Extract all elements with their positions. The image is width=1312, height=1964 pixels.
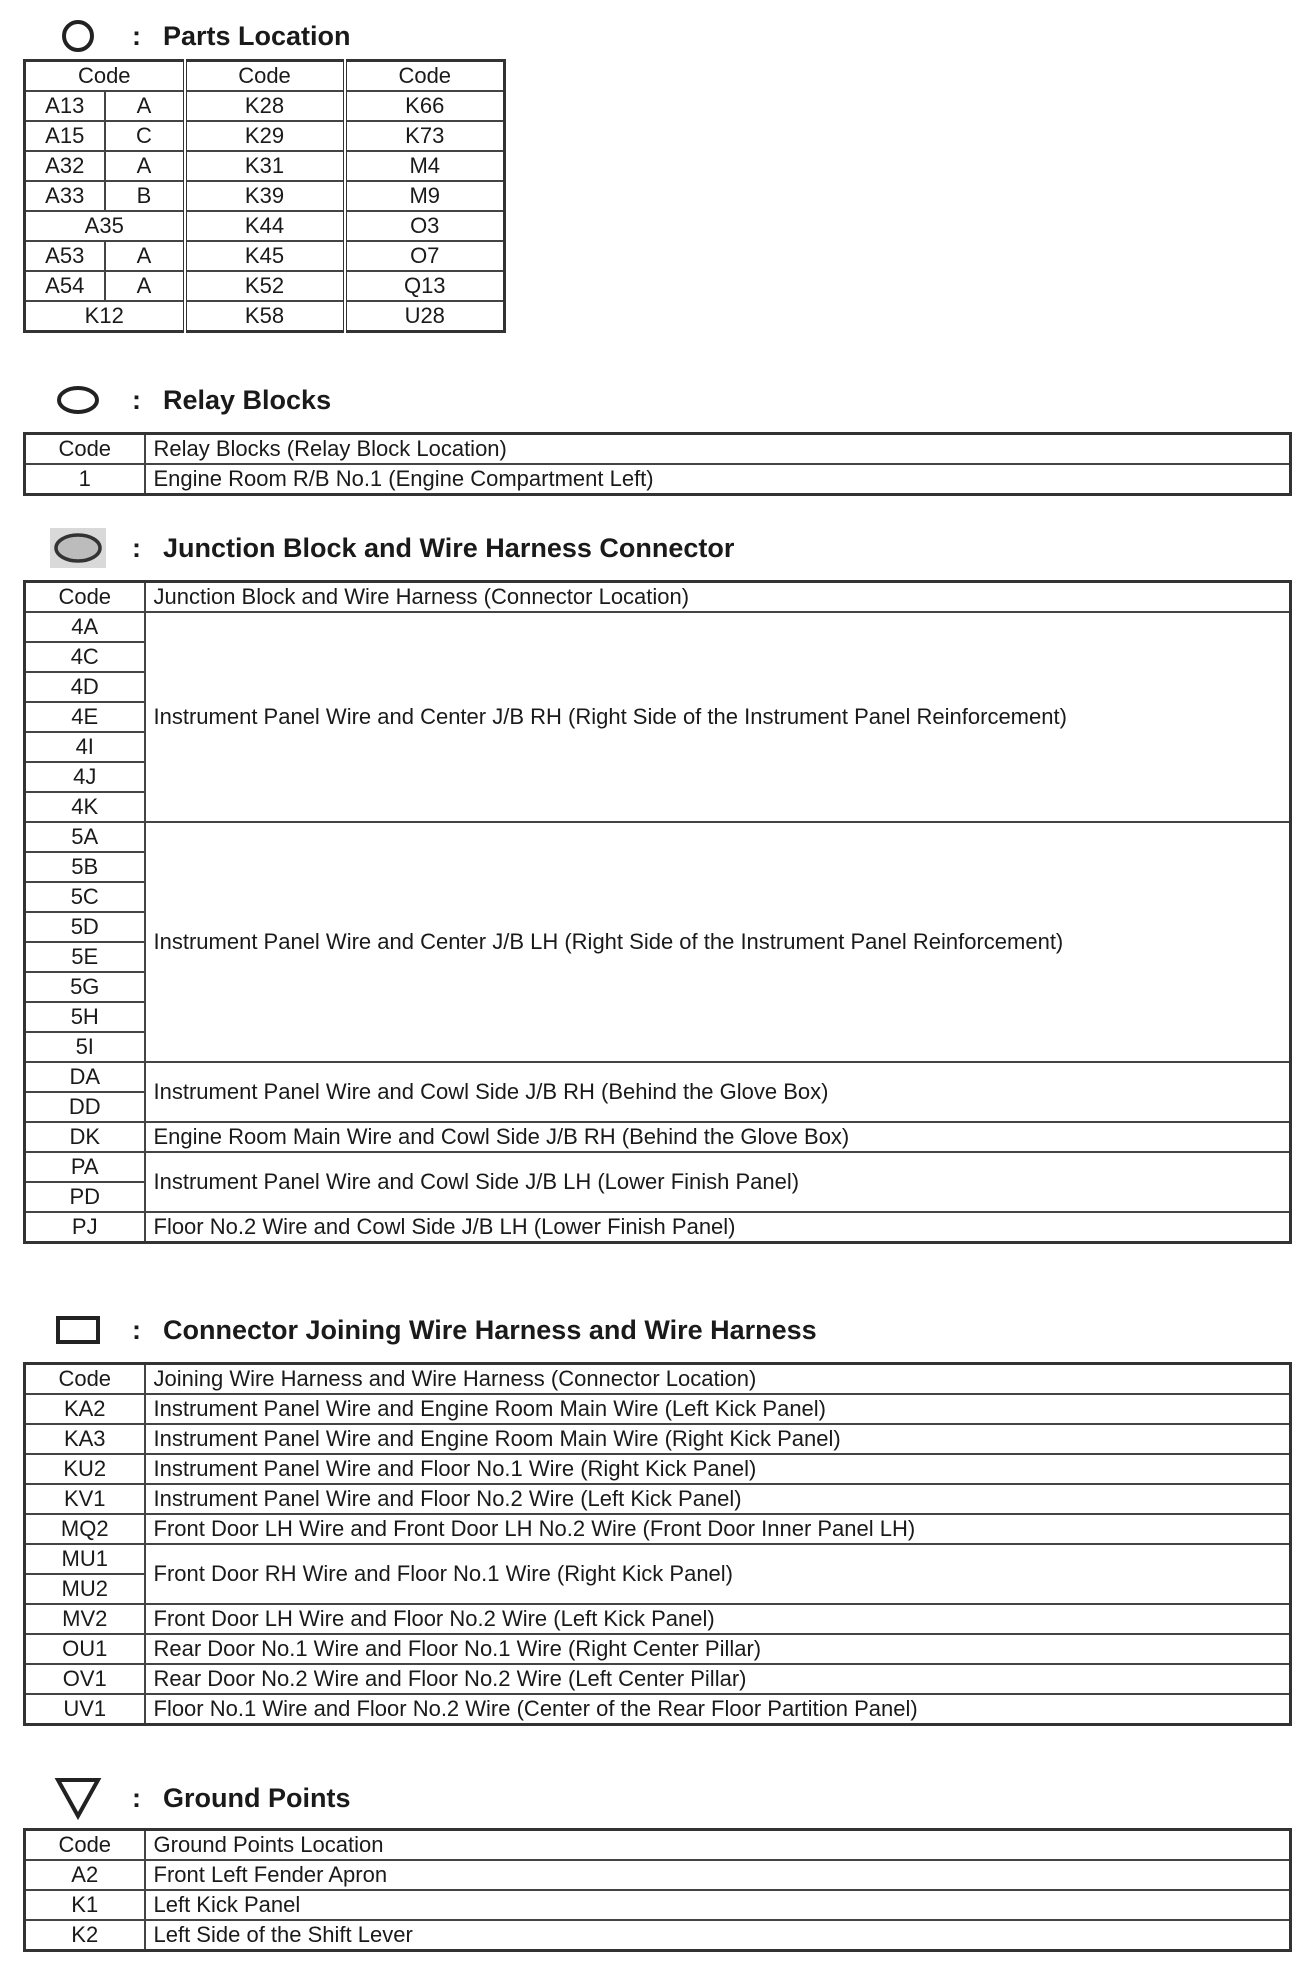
- code-cell: 4J: [25, 762, 145, 792]
- code-cell: 4C: [25, 642, 145, 672]
- heading-colon: :: [132, 20, 141, 51]
- code-cell: A53: [25, 241, 105, 271]
- location-cell: Front Door LH Wire and Front Door LH No.2 Wire (Front Door Inner Panel LH): [145, 1514, 1291, 1544]
- table-row: [25, 1920, 1291, 1951]
- location-cell: Instrument Panel Wire and Floor No.2 Wire (Left Kick Panel): [145, 1484, 1291, 1514]
- code-suffix-cell: A: [105, 271, 185, 301]
- table-row: [25, 1062, 1291, 1092]
- code-cell: A54: [25, 271, 105, 301]
- code-cell: MU2: [25, 1574, 145, 1604]
- code-cell: K45: [185, 241, 345, 271]
- code-cell: KA3: [25, 1424, 145, 1454]
- table-row: [25, 612, 1291, 642]
- location-cell: Left Side of the Shift Lever: [145, 1920, 1291, 1951]
- code-cell: K2: [25, 1920, 145, 1951]
- junction-blocks-title: Junction Block and Wire Harness Connector: [163, 532, 735, 563]
- code-cell: 4D: [25, 672, 145, 702]
- column-header: Code: [25, 1830, 145, 1861]
- table-row: [25, 1484, 1291, 1514]
- code-suffix-cell: B: [105, 181, 185, 211]
- connectors-table: [23, 1362, 1292, 1726]
- code-cell: K58: [185, 301, 345, 332]
- table-row: [25, 301, 505, 332]
- code-suffix-cell: C: [105, 121, 185, 151]
- code-cell: A15: [25, 121, 105, 151]
- table-row: [25, 464, 1291, 495]
- code-cell: M9: [345, 181, 505, 211]
- table-row: [25, 91, 505, 121]
- code-cell: KU2: [25, 1454, 145, 1484]
- code-cell: 5B: [25, 852, 145, 882]
- table-row: [25, 151, 505, 181]
- code-cell: 5E: [25, 942, 145, 972]
- parts-location-title: Parts Location: [163, 20, 351, 51]
- location-cell: Front Door RH Wire and Floor No.1 Wire (Right Kick Panel): [145, 1544, 1291, 1604]
- code-cell: DD: [25, 1092, 145, 1122]
- location-cell: Engine Room Main Wire and Cowl Side J/B RH (Behind the Glove Box): [145, 1122, 1291, 1152]
- code-cell: M4: [345, 151, 505, 181]
- location-cell: Rear Door No.1 Wire and Floor No.1 Wire (Right Center Pillar): [145, 1634, 1291, 1664]
- location-cell: Front Left Fender Apron: [145, 1860, 1291, 1890]
- table-row: [25, 1634, 1291, 1664]
- code-cell: K28: [185, 91, 345, 121]
- column-header: Relay Blocks (Relay Block Location): [145, 434, 1291, 465]
- code-cell: A35: [25, 211, 185, 241]
- column-header: Code: [345, 61, 505, 92]
- code-cell: 1: [25, 464, 145, 495]
- oval-icon: [46, 378, 110, 422]
- relay-blocks-table: [23, 432, 1292, 496]
- heading-colon: :: [132, 384, 141, 415]
- location-cell: Engine Room R/B No.1 (Engine Compartment Left): [145, 464, 1291, 495]
- code-cell: Q13: [345, 271, 505, 301]
- code-cell: A2: [25, 1860, 145, 1890]
- table-row: [25, 1890, 1291, 1920]
- ground-points-title: Ground Points: [163, 1782, 351, 1813]
- table-row: [25, 1394, 1291, 1424]
- code-cell: KV1: [25, 1484, 145, 1514]
- code-cell: 5G: [25, 972, 145, 1002]
- location-cell: Floor No.1 Wire and Floor No.2 Wire (Center of the Rear Floor Partition Panel): [145, 1694, 1291, 1725]
- code-cell: K52: [185, 271, 345, 301]
- location-cell: Instrument Panel Wire and Engine Room Main Wire (Left Kick Panel): [145, 1394, 1291, 1424]
- table-header-row: [25, 582, 1291, 613]
- table-row: [25, 1694, 1291, 1725]
- code-cell: K1: [25, 1890, 145, 1920]
- code-cell: PD: [25, 1182, 145, 1212]
- table-row: [25, 211, 505, 241]
- code-cell: O3: [345, 211, 505, 241]
- code-cell: A13: [25, 91, 105, 121]
- column-header: Code: [185, 61, 345, 92]
- table-row: [25, 1122, 1291, 1152]
- table-row: [25, 1860, 1291, 1890]
- table-row: [25, 1424, 1291, 1454]
- code-cell: K31: [185, 151, 345, 181]
- location-cell: Floor No.2 Wire and Cowl Side J/B LH (Lower Finish Panel): [145, 1212, 1291, 1243]
- code-cell: 4I: [25, 732, 145, 762]
- shaded-oval-icon: [46, 526, 110, 570]
- code-cell: 4E: [25, 702, 145, 732]
- location-cell: Rear Door No.2 Wire and Floor No.2 Wire (Left Center Pillar): [145, 1664, 1291, 1694]
- location-cell: Instrument Panel Wire and Floor No.1 Wire (Right Kick Panel): [145, 1454, 1291, 1484]
- location-cell: Left Kick Panel: [145, 1890, 1291, 1920]
- code-cell: 5C: [25, 882, 145, 912]
- code-cell: 5H: [25, 1002, 145, 1032]
- code-cell: UV1: [25, 1694, 145, 1725]
- connectors-heading: [46, 1308, 817, 1352]
- code-cell: A33: [25, 181, 105, 211]
- triangle-down-icon: [46, 1776, 110, 1820]
- heading-colon: :: [132, 532, 141, 563]
- column-header: Junction Block and Wire Harness (Connector Location): [145, 582, 1291, 613]
- code-suffix-cell: A: [105, 241, 185, 271]
- table-row: [25, 1664, 1291, 1694]
- code-cell: 5I: [25, 1032, 145, 1062]
- code-cell: KA2: [25, 1394, 145, 1424]
- parts-location-table: [23, 59, 506, 333]
- heading-colon: :: [132, 1782, 141, 1813]
- location-cell: Instrument Panel Wire and Center J/B RH (Right Side of the Instrument Panel Reinforcement): [145, 612, 1291, 822]
- code-cell: O7: [345, 241, 505, 271]
- code-cell: U28: [345, 301, 505, 332]
- code-cell: DA: [25, 1062, 145, 1092]
- code-cell: K73: [345, 121, 505, 151]
- table-header-row: [25, 434, 1291, 465]
- code-cell: K44: [185, 211, 345, 241]
- code-cell: A32: [25, 151, 105, 181]
- code-cell: K66: [345, 91, 505, 121]
- ground-points-table: [23, 1828, 1292, 1952]
- code-cell: 5D: [25, 912, 145, 942]
- table-row: [25, 1604, 1291, 1634]
- location-cell: Instrument Panel Wire and Center J/B LH (Right Side of the Instrument Panel Reinforcement): [145, 822, 1291, 1062]
- parts-location-heading: [46, 14, 351, 58]
- code-cell: K29: [185, 121, 345, 151]
- column-header: Code: [25, 1364, 145, 1395]
- code-cell: MV2: [25, 1604, 145, 1634]
- code-cell: MU1: [25, 1544, 145, 1574]
- table-row: [25, 1544, 1291, 1574]
- connectors-title: Connector Joining Wire Harness and Wire Harness: [163, 1314, 817, 1345]
- code-cell: PJ: [25, 1212, 145, 1243]
- location-cell: Instrument Panel Wire and Engine Room Main Wire (Right Kick Panel): [145, 1424, 1291, 1454]
- table-header-row: [25, 61, 505, 92]
- column-header: Code: [25, 582, 145, 613]
- table-row: [25, 121, 505, 151]
- table-header-row: [25, 1830, 1291, 1861]
- table-row: [25, 822, 1291, 852]
- circle-icon: [46, 14, 110, 58]
- column-header: Code: [25, 434, 145, 465]
- rectangle-icon: [46, 1308, 110, 1352]
- code-cell: 4A: [25, 612, 145, 642]
- heading-colon: :: [132, 1314, 141, 1345]
- junction-blocks-heading: [46, 526, 734, 570]
- column-header: Joining Wire Harness and Wire Harness (Connector Location): [145, 1364, 1291, 1395]
- code-cell: 5A: [25, 822, 145, 852]
- table-row: [25, 1514, 1291, 1544]
- code-cell: PA: [25, 1152, 145, 1182]
- relay-blocks-title: Relay Blocks: [163, 384, 332, 415]
- table-row: [25, 1212, 1291, 1243]
- column-header: Code: [25, 61, 185, 92]
- code-suffix-cell: A: [105, 91, 185, 121]
- junction-blocks-table: [23, 580, 1292, 1244]
- table-row: [25, 1454, 1291, 1484]
- code-suffix-cell: A: [105, 151, 185, 181]
- location-cell: Front Door LH Wire and Floor No.2 Wire (Left Kick Panel): [145, 1604, 1291, 1634]
- code-cell: OU1: [25, 1634, 145, 1664]
- table-row: [25, 271, 505, 301]
- code-cell: K12: [25, 301, 185, 332]
- column-header: Ground Points Location: [145, 1830, 1291, 1861]
- code-cell: 4K: [25, 792, 145, 822]
- relay-blocks-heading: [46, 378, 331, 422]
- table-row: [25, 181, 505, 211]
- code-cell: OV1: [25, 1664, 145, 1694]
- table-row: [25, 241, 505, 271]
- table-row: [25, 1152, 1291, 1182]
- code-cell: K39: [185, 181, 345, 211]
- location-cell: Instrument Panel Wire and Cowl Side J/B RH (Behind the Glove Box): [145, 1062, 1291, 1122]
- code-cell: DK: [25, 1122, 145, 1152]
- ground-points-heading: [46, 1776, 350, 1820]
- table-header-row: [25, 1364, 1291, 1395]
- code-cell: MQ2: [25, 1514, 145, 1544]
- location-cell: Instrument Panel Wire and Cowl Side J/B LH (Lower Finish Panel): [145, 1152, 1291, 1212]
